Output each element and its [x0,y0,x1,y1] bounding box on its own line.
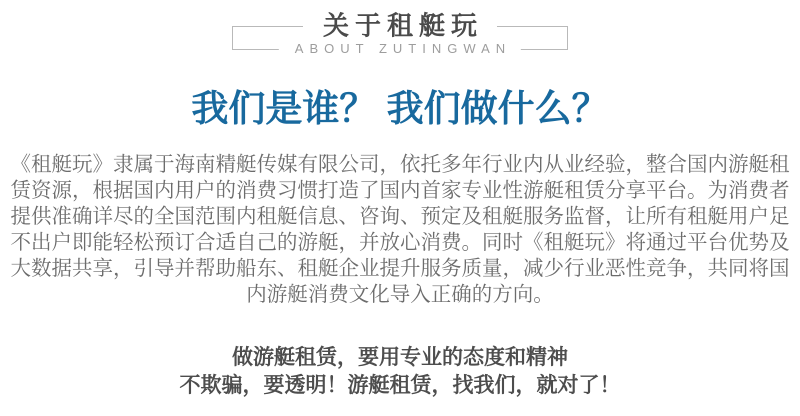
section-title: 关于租艇玩 [303,13,497,42]
intro-paragraph [0,152,800,308]
paragraph-line: 不出户即能轻松预订合适自己的游艇，并放心消费。同时《租艇玩》将通过平台优势及 [10,231,790,254]
paragraph-line: 大数据共享，引导并帮助船东、租艇企业提升服务质量，减少行业恶性竞争，共同将国 [10,257,790,280]
decorative-frame [232,11,568,56]
paragraph-line: 内游艇消费文化导入正确的方向。 [246,283,554,306]
slogan [0,344,800,400]
section-heading: 我们是谁？ 我们做什么？ [191,88,609,129]
paragraph-line: 赁资源，根据国内用户的消费习惯打造了国内首家专业性游艇租赁分享平台。为消费者 [10,179,790,202]
paragraph-line: 提供准确详尽的全国范围内租艇信息、咨询、预定及租艇服务监督，让所有租艇用户足 [10,205,790,228]
slogan-line: 做游艇租赁，要用专业的态度和精神 [232,346,568,369]
slogan-line: 不欺骗，要透明！游艇租赁，找我们，就对了！ [179,374,621,397]
section-subtitle: ABOUT ZUTINGWAN [279,42,521,56]
paragraph-line: 《租艇玩》隶属于海南精艇传媒有限公司，依托多年行业内从业经验，整合国内游艇租 [10,153,790,176]
